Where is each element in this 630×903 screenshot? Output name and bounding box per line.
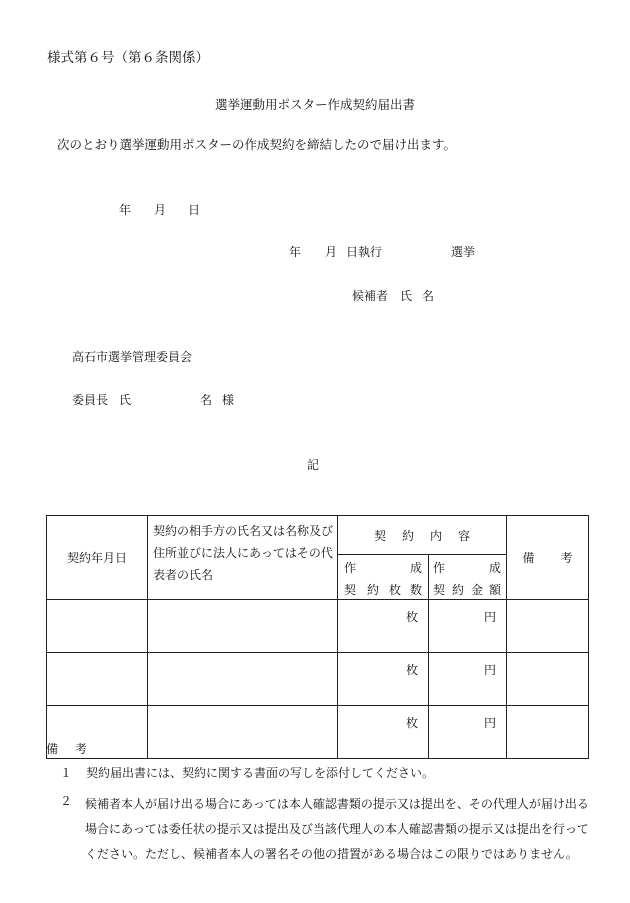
content-char: 契 <box>373 528 386 543</box>
cell-party[interactable] <box>148 653 338 706</box>
year-label: 年 <box>119 203 132 217</box>
amt-char: 成 <box>489 561 502 575</box>
note-number: １ <box>60 766 73 780</box>
cell-remark[interactable] <box>507 600 589 653</box>
intro-text: 次のとおり選挙運動用ポスターの作成契約を締結したので届け出ます。 <box>57 137 457 152</box>
note-text: 候補者本人が届け出る場合にあっては本人確認書類の提示又は提出を、その代理人が届け出る場合にあっては委任状の提示又は提出及び当該代理人の本人確認書類の提示又は提出を行ってください。ただし、候補者本人の署名その他の措置がある場合はこの限りではありません。 <box>85 797 589 861</box>
cell-party[interactable] <box>148 706 338 759</box>
cell-date[interactable] <box>47 600 148 653</box>
election-label: 選挙 <box>451 245 476 259</box>
qty-char: 契 <box>344 583 357 597</box>
qty-char: 数 <box>410 583 423 597</box>
cell-date[interactable] <box>47 706 148 759</box>
election-month-label: 月 <box>325 245 338 259</box>
candidate-shi: 氏 <box>400 289 413 303</box>
chair-shi: 氏 <box>119 393 132 407</box>
header-quantity <box>338 555 429 600</box>
election-year-label: 年 <box>289 245 302 259</box>
amt-char: 約 <box>452 583 465 597</box>
cell-quantity[interactable]: 枚 <box>338 653 429 706</box>
chair-na: 名 <box>200 393 213 407</box>
cell-quantity[interactable]: 枚 <box>338 600 429 653</box>
header-contract-content <box>338 516 507 555</box>
chair-label: 委員長 <box>72 393 109 407</box>
amt-char: 契 <box>433 583 446 597</box>
cell-party[interactable] <box>148 600 338 653</box>
header-contract-date: 契約年月日 <box>47 516 148 600</box>
month-label: 月 <box>154 203 167 217</box>
candidate-mei: 名 <box>422 289 435 303</box>
amt-char: 作 <box>433 561 446 575</box>
committee-name: 高石市選挙管理委員会 <box>72 350 193 364</box>
ki-heading: 記 <box>307 458 320 472</box>
header-amount <box>429 555 507 600</box>
table-row <box>47 600 589 653</box>
remark-char: 考 <box>560 551 573 565</box>
contract-table <box>46 515 589 759</box>
day-label: 日 <box>188 203 201 217</box>
cell-remark[interactable] <box>507 653 589 706</box>
table-row <box>47 706 589 759</box>
header-contract-party: 契約の相手方の氏名又は名称及び住所並びに法人にあってはその代表者の氏名 <box>148 516 338 600</box>
form-number: 様式第６号（第６条関係） <box>47 50 209 66</box>
content-char: 約 <box>401 528 414 543</box>
election-day-held-label: 日執行 <box>346 245 383 259</box>
document-title: 選挙運動用ポスター作成契約届出書 <box>214 97 415 112</box>
table-row <box>47 653 589 706</box>
qty-char: 成 <box>410 561 423 575</box>
remarks-heading: 考 <box>75 742 88 756</box>
cell-amount[interactable]: 円 <box>429 653 507 706</box>
header-remark <box>507 516 589 600</box>
note-number: ２ <box>60 794 73 808</box>
qty-char: 約 <box>367 583 380 597</box>
content-char: 内 <box>430 528 443 543</box>
cell-date[interactable] <box>47 653 148 706</box>
amt-char: 額 <box>489 583 502 597</box>
remarks-heading: 備 <box>46 742 59 756</box>
qty-char: 作 <box>344 561 357 575</box>
cell-amount[interactable]: 円 <box>429 706 507 759</box>
content-char: 容 <box>458 528 471 543</box>
cell-quantity[interactable]: 枚 <box>338 706 429 759</box>
cell-amount[interactable]: 円 <box>429 600 507 653</box>
remark-char: 備 <box>522 551 535 565</box>
chair-sama: 様 <box>222 393 235 407</box>
qty-char: 枚 <box>389 583 402 597</box>
cell-remark[interactable] <box>507 706 589 759</box>
candidate-label: 候補者 <box>352 289 389 303</box>
amt-char: 金 <box>471 583 484 597</box>
note-text: 契約届出書には、契約に関する書面の写しを添付してください。 <box>86 766 435 780</box>
